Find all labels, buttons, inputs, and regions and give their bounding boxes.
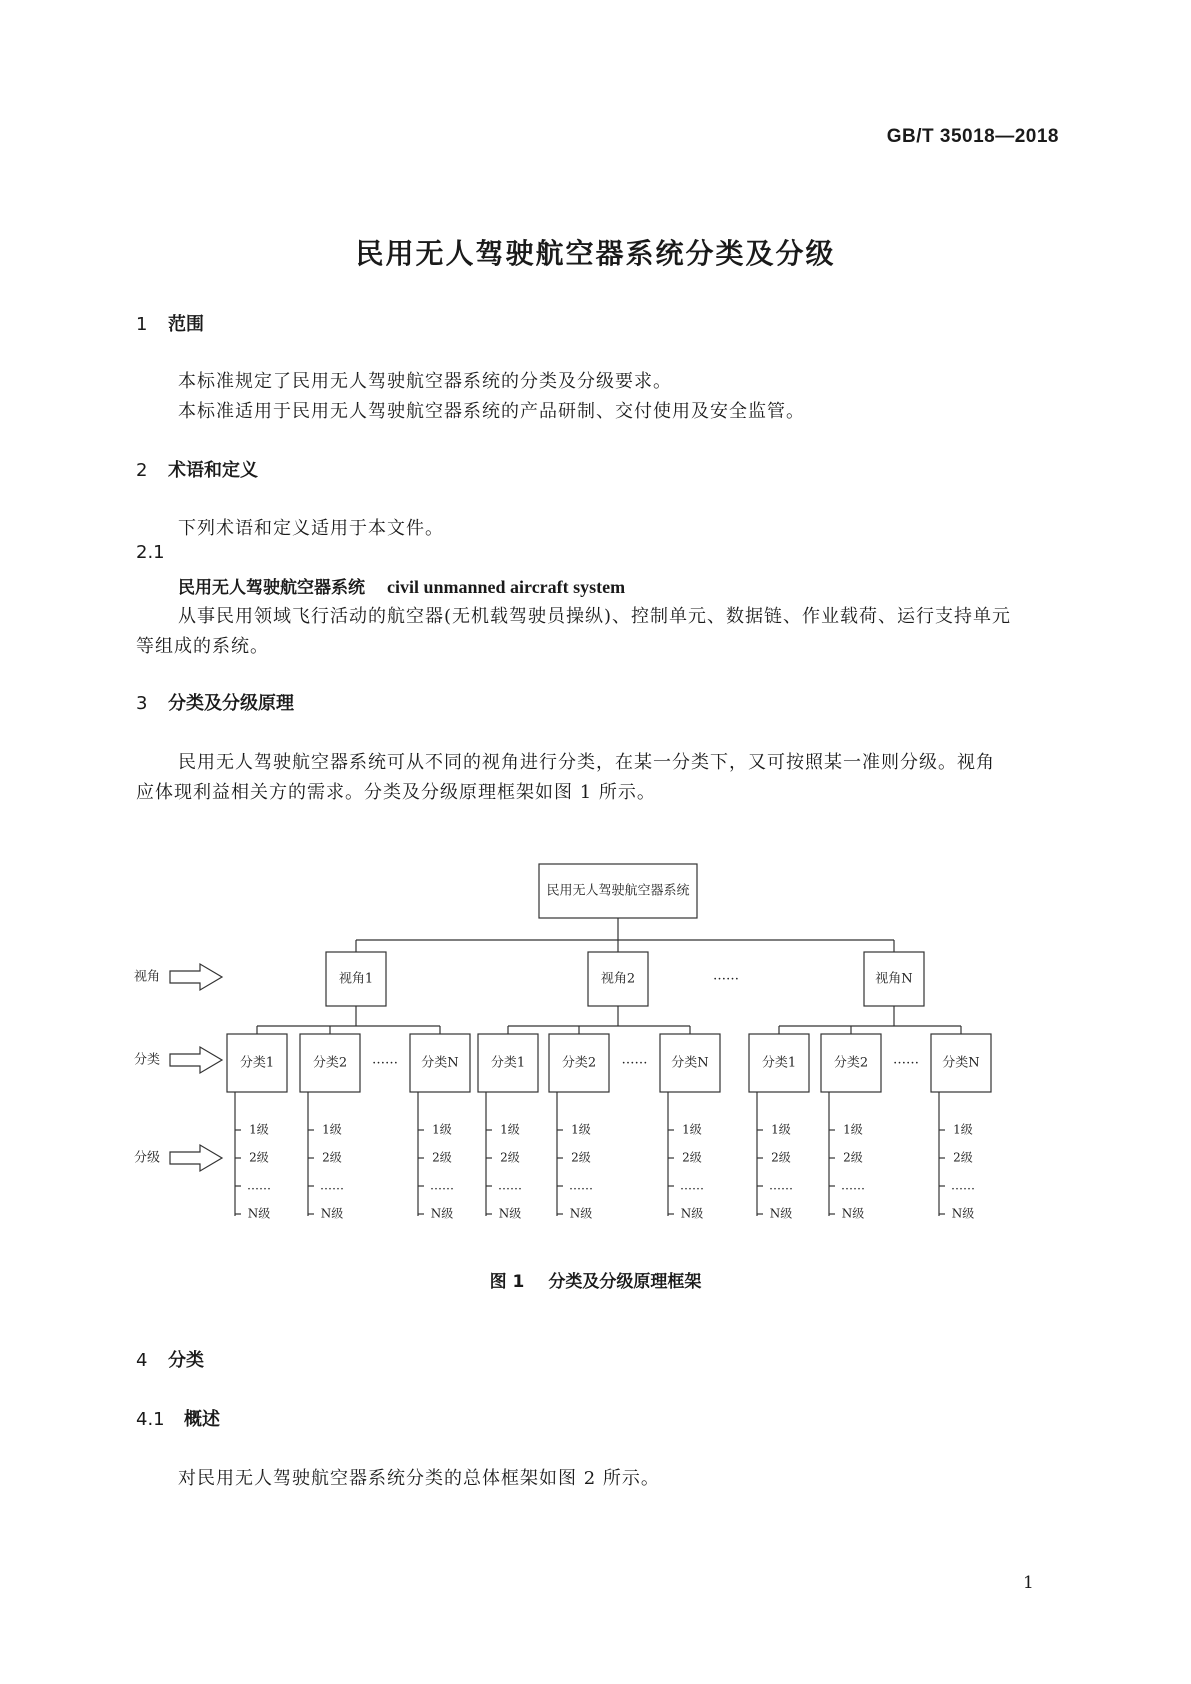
level-label: 2级 [771,1150,791,1165]
level-label: 1级 [249,1122,269,1137]
caption-text: 分类及分级原理框架 [548,1272,702,1292]
row-label: 分级 [133,1150,161,1166]
standard-number: GB/T 35018—2018 [886,126,1059,147]
section-4-heading [136,1346,204,1372]
section-title: 概述 [184,1409,220,1430]
term-definition: 等组成的系统。 [136,636,269,657]
section-4-1-heading [136,1405,220,1431]
level-label: 2级 [843,1150,863,1165]
root-label: 民用无人驾驶航空器系统 [546,883,690,899]
term-entry [178,573,625,598]
category-label: 分类N [942,1055,980,1071]
category-label: 分类N [671,1055,709,1071]
arrow-right-icon [170,1145,222,1171]
category-label: 分类2 [833,1055,869,1071]
level-label: 2级 [249,1150,269,1165]
section-title: 范围 [168,314,204,335]
level-label: 1级 [843,1122,863,1137]
paragraph: 本标准适用于民用无人驾驶航空器系统的产品研制、交付使用及安全监管。 [178,401,805,422]
section-3-heading [136,689,294,715]
section-title: 分类及分级原理 [168,693,294,714]
level-label: …… [498,1178,522,1193]
arrow-right-icon [170,1047,222,1073]
level-label: N级 [498,1206,522,1221]
level-label: …… [320,1178,344,1193]
level-label: N级 [841,1206,865,1221]
category-label: 分类N [421,1055,459,1071]
view-label: 视角2 [600,971,636,987]
paragraph: 民用无人驾驶航空器系统可从不同的视角进行分类，在某一分类下，又可按照某一准则分级。视角 [178,752,995,773]
section-title: 分类 [168,1350,204,1371]
section-number: 1 [136,314,148,335]
paragraph: 应体现利益相关方的需求。分类及分级原理框架如图 1 所示。 [136,782,656,803]
figure-1-diagram [130,860,1070,1260]
level-label: …… [769,1178,793,1193]
level-label: N级 [247,1206,271,1221]
category-label: 分类2 [312,1055,348,1071]
category-label: 分类1 [761,1055,797,1071]
level-label: …… [841,1178,865,1193]
category-label: 分类1 [490,1055,526,1071]
ellipsis: …… [713,968,739,984]
section-1-heading [136,310,204,336]
ellipsis: …… [372,1052,398,1068]
level-label: …… [569,1178,593,1193]
term-en: civil unmanned aircraft system [387,577,626,597]
level-label: 1级 [953,1122,973,1137]
level-label: …… [430,1178,454,1193]
section-number: 2 [136,460,148,481]
section-2-heading [136,456,258,482]
level-label: N级 [569,1206,593,1221]
term-zh: 民用无人驾驶航空器系统 [178,578,365,598]
level-label: N级 [769,1206,793,1221]
level-label: 1级 [500,1122,520,1137]
level-label: 1级 [682,1122,702,1137]
level-label: N级 [680,1206,704,1221]
arrow-right-icon [170,964,222,990]
term-number: 2.1 [136,542,165,563]
level-label: 2级 [322,1150,342,1165]
level-label: 2级 [682,1150,702,1165]
section-title: 术语和定义 [168,460,258,481]
view-label: 视角1 [338,971,374,987]
paragraph: 下列术语和定义适用于本文件。 [178,518,444,539]
section-number: 3 [136,693,148,714]
level-label: …… [951,1178,975,1193]
paragraph: 本标准规定了民用无人驾驶航空器系统的分类及分级要求。 [178,371,672,392]
section-number: 4.1 [136,1409,165,1430]
level-label: 2级 [432,1150,452,1165]
category-label: 分类2 [561,1055,597,1071]
caption-number: 图 1 [489,1272,525,1292]
row-label: 视角 [133,969,161,985]
level-label: …… [680,1178,704,1193]
level-label: 1级 [771,1122,791,1137]
ellipsis: …… [621,1052,648,1068]
level-label: N级 [951,1206,975,1221]
level-label: N级 [430,1206,454,1221]
section-number: 4 [136,1350,148,1371]
level-label: N级 [320,1206,344,1221]
row-label: 分类 [133,1052,161,1068]
ellipsis: …… [893,1052,919,1068]
paragraph: 对民用无人驾驶航空器系统分类的总体框架如图 2 所示。 [178,1468,660,1489]
level-label: 1级 [322,1122,342,1137]
level-label: …… [247,1178,271,1193]
level-label: 2级 [571,1150,591,1165]
category-label: 分类1 [239,1055,275,1071]
view-label: 视角N [875,971,913,987]
figure-caption [0,1267,1191,1292]
level-label: 2级 [500,1150,520,1165]
level-label: 1级 [432,1122,452,1137]
term-definition: 从事民用领域飞行活动的航空器(无机载驾驶员操纵)、控制单元、数据链、作业载荷、运行支持单元 [178,606,1012,627]
page-number: 1 [1023,1573,1034,1593]
level-label: 2级 [953,1150,973,1165]
document-title: 民用无人驾驶航空器系统分类及分级 [355,237,836,270]
level-label: 1级 [571,1122,591,1137]
